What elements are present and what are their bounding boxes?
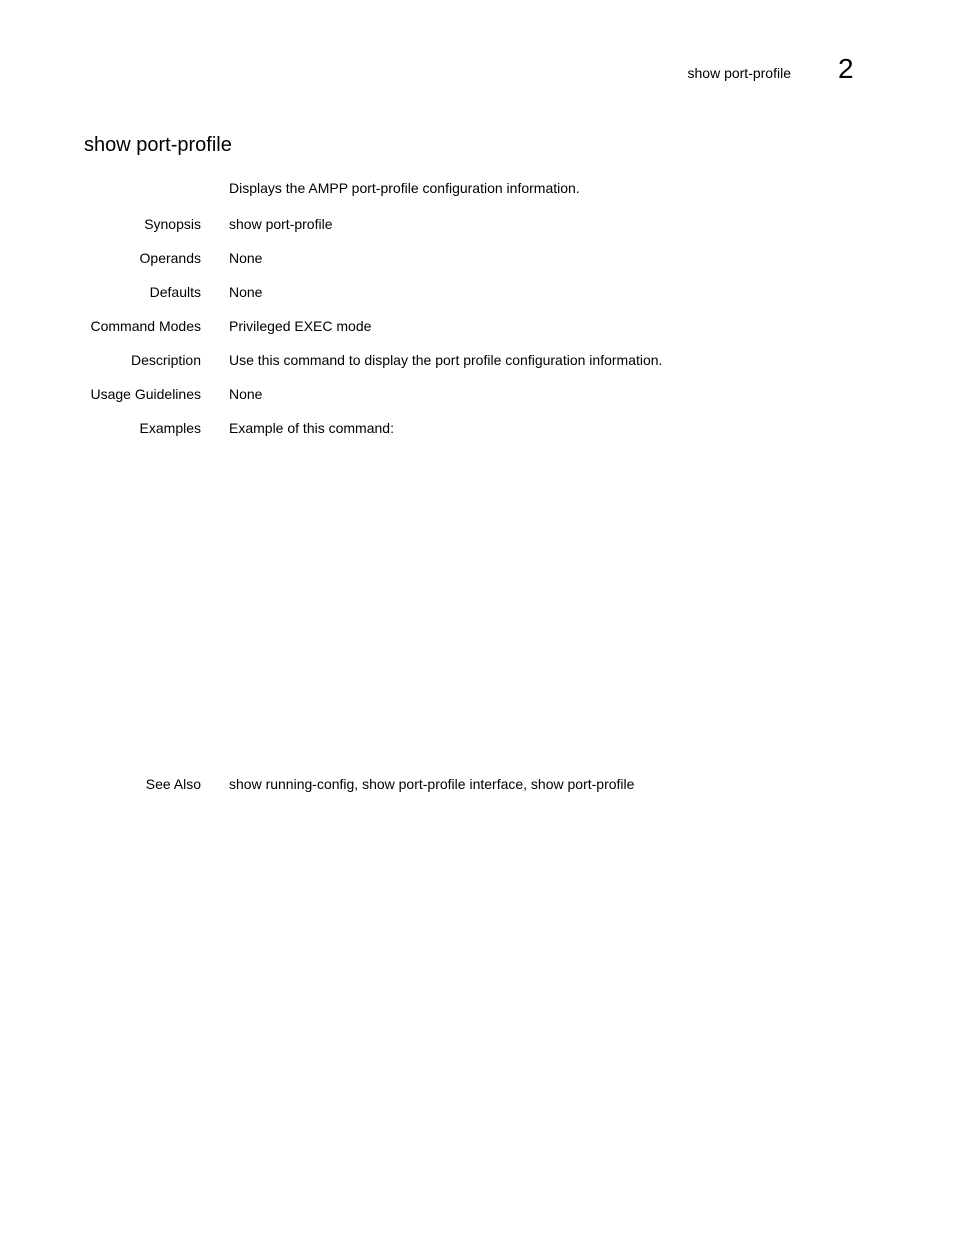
- examples-label: Examples: [139, 420, 201, 436]
- command-title: show port-profile: [84, 134, 232, 156]
- command-summary: Displays the AMPP port-profile configuration information.: [229, 180, 580, 196]
- examples-value: Example of this command:: [229, 420, 394, 436]
- synopsis-label: Synopsis: [144, 216, 201, 232]
- description-label: Description: [130, 352, 201, 368]
- synopsis-value: show port-profile: [229, 216, 333, 232]
- usage-guidelines-value: None: [229, 386, 263, 402]
- defaults-value: None: [229, 284, 263, 300]
- operands-label: Operands: [139, 250, 201, 266]
- operands-value: None: [229, 250, 263, 266]
- command-modes-label: Command Modes: [90, 318, 201, 334]
- see-also-label: See Also: [145, 776, 201, 792]
- defaults-label: Defaults: [149, 284, 201, 300]
- chapter-number: 2: [838, 53, 854, 84]
- running-header-title: show port-profile: [687, 65, 791, 81]
- command-modes-value: Privileged EXEC mode: [229, 318, 372, 334]
- see-also-value: show running-config, show port-profile interface, show port-profile: [229, 776, 635, 792]
- description-value: Use this command to display the port profile configuration information.: [229, 352, 663, 368]
- usage-guidelines-label: Usage Guidelines: [90, 386, 201, 402]
